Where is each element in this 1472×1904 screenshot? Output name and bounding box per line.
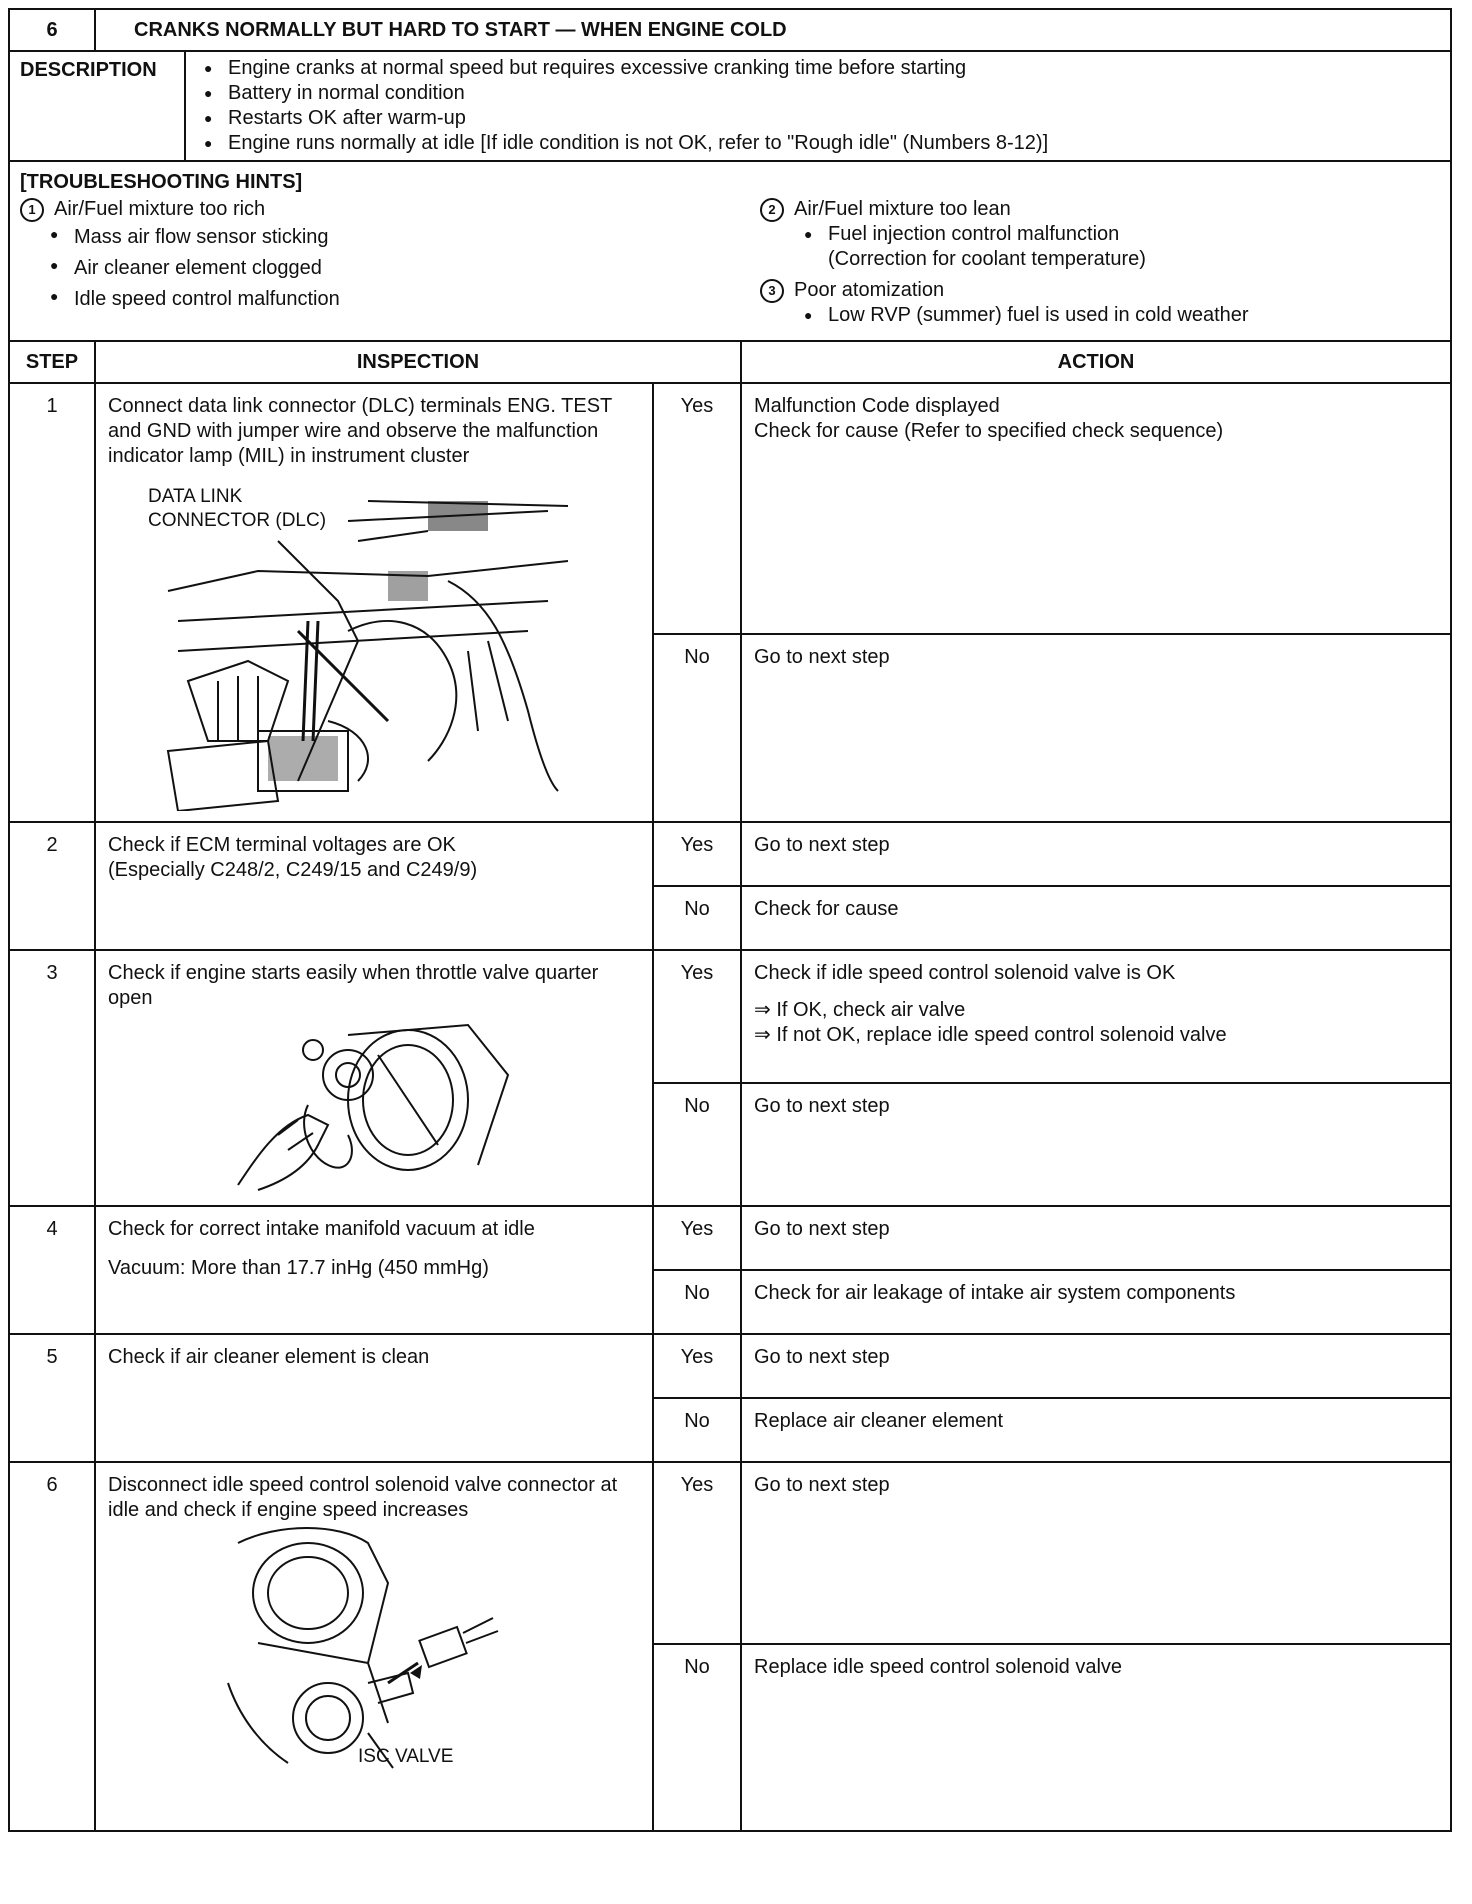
procedure-title: CRANKS NORMALLY BUT HARD TO START — WHEN ENGINE COLD — [95, 9, 1451, 51]
troubleshooting-page — [8, 8, 1450, 1832]
no-action: Go to next step — [741, 1083, 1451, 1206]
isc-valve-illustration — [108, 1523, 640, 1773]
dlc-illustration — [108, 481, 640, 811]
engine-bay-drawing — [128, 481, 608, 811]
hints-title: [TROUBLESHOOTING HINTS] — [20, 171, 303, 193]
yes-label: Yes — [653, 1334, 741, 1398]
inspection-text: Check for correct intake manifold vacuum at idle — [108, 1218, 535, 1240]
list-item: ● Battery in normal condition — [192, 81, 1048, 106]
list-item: ● Idle speed control malfunction — [38, 284, 760, 315]
hints-row — [9, 161, 1451, 341]
hint-number-badge: 2 — [760, 198, 784, 222]
list-item — [792, 222, 1249, 272]
no-label: No — [653, 886, 741, 950]
yes-label: Yes — [653, 1206, 741, 1270]
throttle-body-drawing — [218, 1015, 518, 1195]
no-action: Check for cause — [741, 886, 1451, 950]
table-row — [9, 1206, 1451, 1270]
column-header-step: STEP — [9, 341, 95, 383]
procedure-number: 6 — [9, 9, 95, 51]
yes-action: Go to next step — [741, 1206, 1451, 1270]
table-row — [9, 383, 1451, 634]
no-label: No — [653, 1270, 741, 1334]
step-number: 5 — [9, 1334, 95, 1462]
inspection-text: Check if engine starts easily when throttle valve quarter open — [108, 962, 599, 1009]
yes-action: Check if idle speed control solenoid valve is OK ⇒ If OK, check air valve ⇒ If not OK, replace idle speed control solenoid valve — [741, 950, 1451, 1083]
troubleshooting-table — [8, 8, 1452, 1832]
illustration-label: DATA LINK CONNECTOR (DLC) — [148, 486, 327, 531]
description-list — [192, 56, 1048, 156]
description-row — [9, 51, 1451, 161]
hint-item-text: Fuel injection control malfunction — [828, 223, 1120, 245]
yes-label: Yes — [653, 950, 741, 1083]
step-number: 3 — [9, 950, 95, 1206]
yes-action: Go to next step — [741, 1334, 1451, 1398]
step-number: 2 — [9, 822, 95, 950]
list-item: ● Low RVP (summer) fuel is used in cold weather — [792, 303, 1249, 328]
description-label: DESCRIPTION — [10, 52, 186, 160]
table-row — [9, 822, 1451, 886]
list-item: ● Engine runs normally at idle [If idle condition is not OK, refer to "Rough idle" (Numbers 8-12)] — [192, 131, 1048, 156]
inspection-spec: Vacuum: More than 17.7 inHg (450 mmHg) — [108, 1257, 489, 1279]
no-action: Check for air leakage of intake air system components — [741, 1270, 1451, 1334]
step-inspection — [95, 1462, 653, 1831]
table-row — [9, 1334, 1451, 1398]
hint-number-badge: 3 — [760, 279, 784, 303]
step-inspection — [95, 1206, 653, 1334]
yes-label: Yes — [653, 383, 741, 634]
column-header-action: ACTION — [741, 341, 1451, 383]
hint-number-badge: 1 — [20, 198, 44, 222]
hint-heading: Poor atomization — [794, 279, 945, 301]
hints-left — [20, 197, 760, 328]
header-row — [9, 9, 1451, 51]
list-item: ● Engine cranks at normal speed but requires excessive cranking time before starting — [192, 56, 1048, 81]
list-item: ● Restarts OK after warm-up — [192, 106, 1048, 131]
step-number: 6 — [9, 1462, 95, 1831]
no-label: No — [653, 1398, 741, 1462]
step-inspection: Check if ECM terminal voltages are OK (Especially C248/2, C249/15 and C249/9) — [95, 822, 653, 950]
step-number: 1 — [9, 383, 95, 822]
hint-heading: Air/Fuel mixture too rich — [54, 198, 266, 220]
step-number: 4 — [9, 1206, 95, 1334]
yes-action: Go to next step — [741, 822, 1451, 886]
column-header-inspection: INSPECTION — [95, 341, 741, 383]
hint-heading: Air/Fuel mixture too lean — [794, 198, 1011, 220]
no-label: No — [653, 1644, 741, 1831]
step-inspection — [95, 383, 653, 822]
no-action: Go to next step — [741, 634, 1451, 822]
yes-action: Malfunction Code displayed Check for cause (Refer to specified check sequence) — [741, 383, 1451, 634]
list-item: ● Mass air flow sensor sticking — [38, 222, 760, 253]
hint-item-subtext: (Correction for coolant temperature) — [828, 248, 1146, 270]
yes-action: Go to next step — [741, 1462, 1451, 1644]
no-label: No — [653, 1083, 741, 1206]
column-header-row — [9, 341, 1451, 383]
step-inspection: Check if air cleaner element is clean — [95, 1334, 653, 1462]
illustration-label: ISC VALVE — [358, 1746, 454, 1767]
step-inspection — [95, 950, 653, 1206]
list-item: ● Air cleaner element clogged — [38, 253, 760, 284]
isc-valve-drawing — [218, 1523, 518, 1773]
table-row — [9, 950, 1451, 1083]
inspection-text: Connect data link connector (DLC) terminals ENG. TEST and GND with jumper wire and observe the malfunction indicator lamp (MIL) in instrument cluster — [108, 395, 612, 467]
yes-label: Yes — [653, 1462, 741, 1644]
yes-label: Yes — [653, 822, 741, 886]
inspection-text: Disconnect idle speed control solenoid valve connector at idle and check if engine speed increases — [108, 1474, 618, 1521]
no-label: No — [653, 634, 741, 822]
hints-right — [760, 197, 1249, 328]
no-action: Replace idle speed control solenoid valve — [741, 1644, 1451, 1831]
no-action: Replace air cleaner element — [741, 1398, 1451, 1462]
table-row — [9, 1462, 1451, 1644]
